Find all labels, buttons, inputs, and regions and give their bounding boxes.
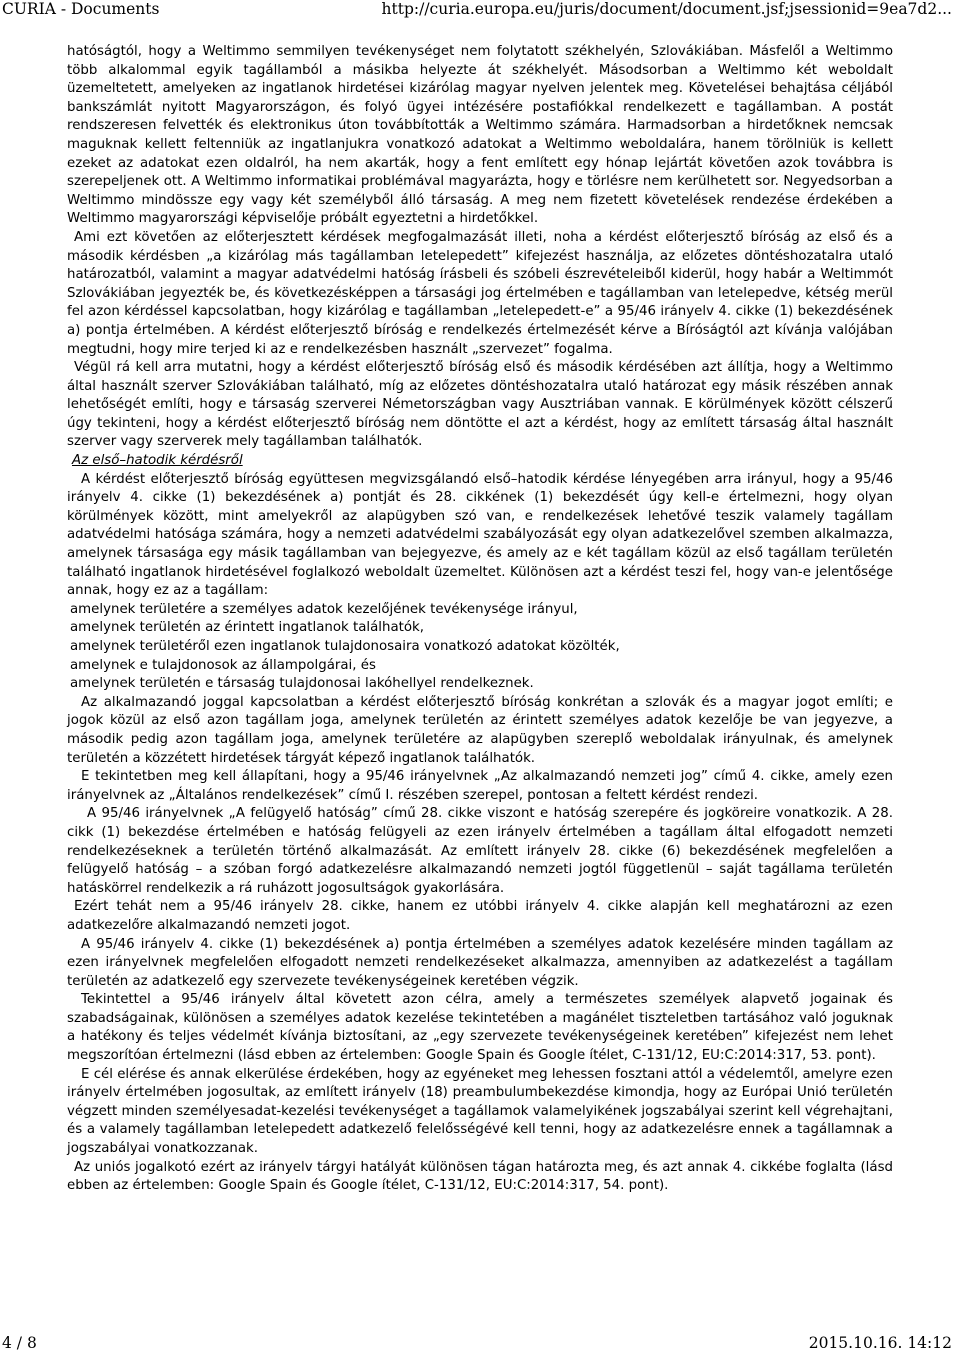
- judgment-text: [67, 43, 893, 1196]
- list-item: amelynek területén e társaság tulajdonosai lakóhellyel rendelkeznek.: [70, 676, 534, 692]
- paragraph: Ezért tehát nem a 95/46 irányelv 28. cikke, hanem ez utóbbi irányelv 4. cikke alapján kell meghatározni az ezen adatkezelőre alkalmazandó nemzeti jogot.: [67, 899, 893, 933]
- paragraph: Ami ezt követően az előterjesztett kérdések megfogalmazását illeti, noha a kérdést előterjesztő bíróság az első és a második kérdésben „a kizárólag más tagállamban letelepedett” kifejezést használja, az előzetes döntéshozatalra utaló határozatból, valamint a magyar adatvédelmi hatóság írásbeli és szóbeli észrevételeiből kiderül, hogy habár a Weltimmót Szlovákiában jegyezték be, és következésképpen a társasági jog értelmében e tagállamban van letelepedve, kétség merül fel azon kérdéssel kapcsolatban, hogy kizárólag e tagállamban „letelepedett‑e” a 95/46 irányelv 4. cikke (1) bekezdésének a) pontja értelmében. A kérdést előterjesztő bíróság e rendelkezés értelmezését kérve a Bíróságtól azt kívánja valójában megtudni, hogy mire terjed ki az e rendelkezésben használt „szervezet” fogalma.: [67, 229, 893, 357]
- list-item: amelynek területéről ezen ingatlanok tulajdonosaira vonatkozó adatokat közölték,: [70, 639, 620, 654]
- print-footer: [0, 1334, 960, 1352]
- paragraph: A 95/46 irányelvnek „A felügyelő hatóság” című 28. cikke viszont e hatóság szerepére és jogköreire vonatkozik. A 28. cikk (1) bekezdése értelmében e hatóság felügyeli az ezen irányelv értelmében a tagállam által elfogadott nemzeti rendelkezéseknek a területén történő alkalmazását. Az említett irányelv 28. cikke (6) bekezdésének megfelelően a felügyelő hatóság – a szóban forgó adatkezelésre alkalmazandó nemzeti jogtól függetlenül – saját tagállama területén hatáskörrel rendelkezik a rá ruházott jogosultságok gyakorlására.: [67, 806, 893, 896]
- print-header: [0, 0, 960, 18]
- paragraph: A 95/46 irányelv 4. cikke (1) bekezdésének a) pontja értelmében a személyes adatok kezelésére minden tagállam az ezen irányelvnek megfelelően elfogadott nemzeti rendelkezéseket alkalmazza, amennyiben az adatkezelést a tagállam területén az adatkezelő egy szervezete tevékenységeinek keretében végzik.: [67, 936, 893, 989]
- list-item: amelynek területére a személyes adatok kezelőjének tevékenysége irányul,: [70, 601, 578, 617]
- list-item: amelynek e tulajdonosok az állampolgárai, és: [70, 657, 376, 673]
- section-heading: Az első–hatodik kérdésről: [72, 453, 243, 469]
- print-timestamp: 2015.10.16. 14:12: [808, 1334, 952, 1352]
- paragraph: Tekintettel a 95/46 irányelv által követett azon célra, amely a természetes személyek alapvető jogainak és szabadságainak, különösen a személyes adatok kezelése tekintetében a magánélet tiszteletben tartásához való joguknak a hatékony és teljes védelmét kívánja biztosítani, az „egy szervezete tevékenységeinek keretében” kifejezést nem lehet megszorítóan értelmezni (lásd ebben az értelemben: Google Spain és Google ítélet, C‑131/12, EU:C:2014:317, 53. pont).: [67, 992, 893, 1064]
- paragraph: A kérdést előterjesztő bíróság együttesen megvizsgálandó első–hatodik kérdése lényegében arra irányul, hogy a 95/46 irányelv 4. cikke (1) bekezdésének a) pontját és 28. cikkének (1) bekezdését úgy kell‑e értelmezni, hogy olyan körülmények között, mint amelyekről az alapügyben szó van, e rendelkezések lehetővé teszik valamely tagállam adatvédelmi hatósága számára, hogy a nemzeti adatvédelmi szabályozását egy olyan adatkezelővel szemben alkalmazza, amelynek társasága egy másik tagállamban van bejegyezve, és amely az e két tagállam közül az első tagállam területén található ingatlanok hirdetésével foglalkozó weboldalt üzemeltet. Különösen azt a kérdést teszi fel, hogy van‑e jelentősége annak, hogy ez az a tagállam:: [67, 471, 893, 599]
- paragraph: Végül rá kell arra mutatni, hogy a kérdést előterjesztő bíróság első és második kérdésében azt állítja, hogy a Weltimmo által használt szerver Szlovákiában található, míg az előzetes döntéshozatalra utaló határozat egy másik részében annak lehetőségét említi, hogy e társaság szerverei Németországban vagy Ausztriában vannak. E körülmények között célszerű úgy tekinteni, hogy a kérdést előterjesztő bíróság nem döntötte el azt a kérdést, hogy az említett társaság által használt szerver vagy szerverek mely tagállamban találhatók.: [67, 360, 893, 450]
- page-number: 4 / 8: [2, 1334, 37, 1352]
- list-item: amelynek területén az érintett ingatlanok találhatók,: [70, 620, 425, 636]
- paragraph: hatóságtól, hogy a Weltimmo semmilyen tevékenységet nem folytatott székhelyén, Szlovákiában. Másfelől a Weltimmo több alkalommal egyik tagállamból a másikba helyezte át székhelyét. Másodsorban a Weltimmo két weboldalt üzemeltetett, amelyeken az ingatlanok hirdetései kizárólag magyar nyelven jelentek meg. Követelései behajtása céljából bankszámlát nyitott Magyarországon, és folyó ügyei intézésére postafiókkal rendelkezett e tagállamban. A postát rendszeresen felvették és elektronikus úton továbbították a Weltimmo számára. Harmadsorban a hirdetőknek nemcsak maguknak kellett feltenniük az ingatlanjukra vonatkozó adatokat a Weltimmo weboldalára, hanem törölniük is kellett ezeket az adatokat ezen oldalról, ha nem akarták, hogy a fent említett egy hónap lejártát követően azok továbbra is szerepeljenek ott. A Weltimmo informatikai problémával magyarázta, hogy e törlésre nem kerülhetett sor. Negyedsorban a Weltimmo mindössze egy vagy két személyből álló társaság. A meg nem fizetett követelések rendezése érdekében a Weltimmo magyarországi képviselője próbált egyeztetni a hirdetőkkel.: [67, 44, 893, 227]
- browser-page-title: CURIA - Documents: [2, 0, 160, 18]
- paragraph: Az alkalmazandó joggal kapcsolatban a kérdést előterjesztő bíróság konkrétan a szlovák és a magyar jogot említi; e jogok közül az első azon tagállam joga, amelynek területén az érintett személyes adatok kezelője be van jegyezve, a második pedig azon tagállam joga, amelynek területére az alapügyben szereplő weboldalak irányulnak, és amelynek területén a közzétett hirdetések tárgyát képező ingatlanok találhatók.: [67, 694, 893, 766]
- paragraph: E cél elérése és annak elkerülése érdekében, hogy az egyéneket meg lehessen fosztani attól a védelemtől, amelyre ezen irányelv értelmében jogosultak, az említett irányelv (18) preambulumbekezdése kimondja, hogy az Európai Unió területén végzett minden személyesadat‑kezelési tevékenységet a tagállamok valamelyikének jogszabályai szerint kell végrehajtani, és a valamely tagállamban letelepedett adatkezelő felelősségévé kell tenni, hogy az adatkezelésre ennek a tagállamnak a jogszabályai vonatkozzanak.: [67, 1066, 893, 1157]
- paragraph: E tekintetben meg kell állapítani, hogy a 95/46 irányelvnek „Az alkalmazandó nemzeti jog” című 4. cikke, amely ezen irányelvnek az „Általános rendelkezések” című I. részében szerepel, pontosan a feltett kérdést rendezi.: [67, 769, 893, 803]
- paragraph: Az uniós jogalkotó ezért az irányelv tárgyi hatályát különösen tágan határozta meg, és azt annak 4. cikkébe foglalta (lásd ebben az értelemben: Google Spain és Google ítélet, C‑131/12, EU:C:2014:317, 54. pont).: [67, 1159, 893, 1194]
- document-url: http://curia.europa.eu/juris/document/document.jsf;jsessionid=9ea7d2...: [381, 0, 952, 18]
